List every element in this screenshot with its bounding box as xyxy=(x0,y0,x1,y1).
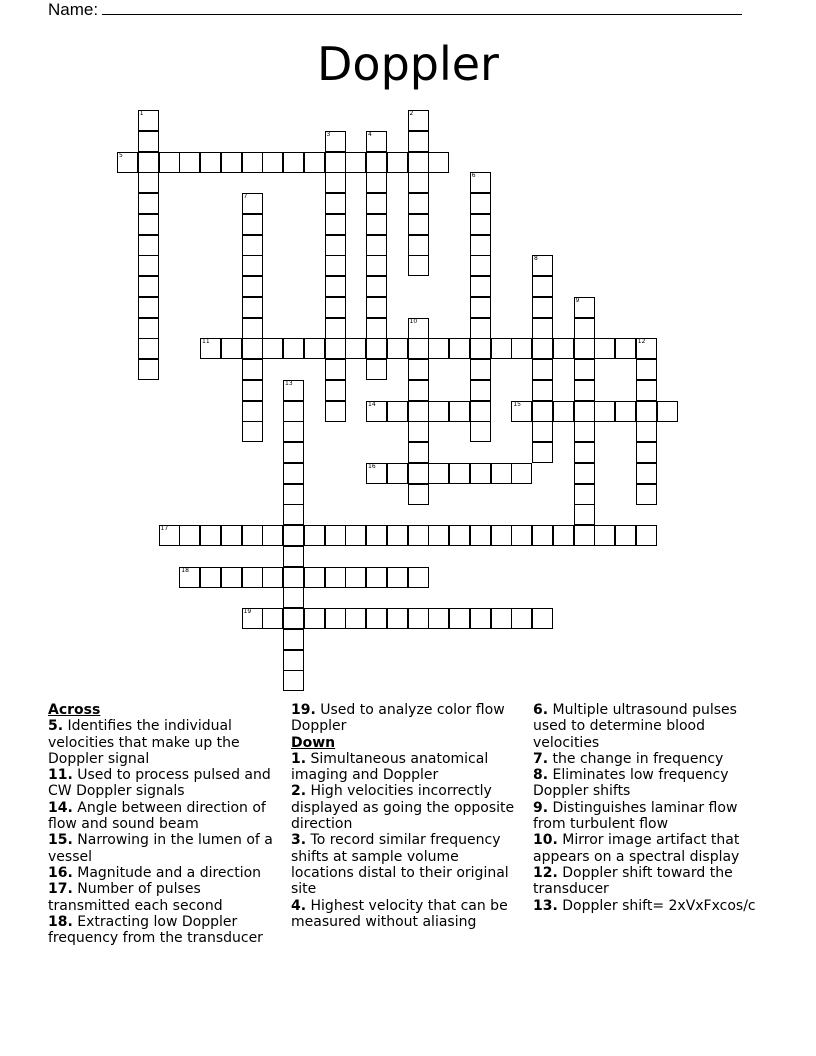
grid-cell[interactable] xyxy=(574,359,595,380)
grid-cell[interactable] xyxy=(574,504,595,525)
clue-number: 6 xyxy=(471,172,476,180)
clue-number: 14 xyxy=(368,400,376,408)
grid-cell[interactable] xyxy=(242,214,263,235)
grid-cell[interactable] xyxy=(428,338,449,359)
grid-cell[interactable] xyxy=(283,587,304,608)
grid-cell[interactable] xyxy=(325,359,346,380)
grid-cell[interactable] xyxy=(532,525,553,546)
grid-cell[interactable] xyxy=(242,152,263,173)
grid-cell[interactable] xyxy=(491,608,512,629)
grid-cell[interactable] xyxy=(470,276,491,297)
grid-cell[interactable] xyxy=(387,152,408,173)
grid-cell[interactable] xyxy=(138,255,159,276)
clue-down-7: 7. the change in frequency xyxy=(533,750,724,767)
grid-cell[interactable] xyxy=(408,172,429,193)
clue-number: 15 xyxy=(513,400,521,408)
clue-number: 13 xyxy=(285,379,293,387)
grid-cell[interactable] xyxy=(470,401,491,422)
grid-cell[interactable] xyxy=(470,255,491,276)
grid-cell[interactable] xyxy=(387,525,408,546)
grid-cell[interactable] xyxy=(470,463,491,484)
grid-cell[interactable] xyxy=(366,608,387,629)
grid-cell[interactable] xyxy=(345,525,366,546)
grid-cell[interactable] xyxy=(283,608,304,629)
grid-cell[interactable] xyxy=(325,276,346,297)
grid-cell[interactable] xyxy=(138,235,159,256)
grid-cell[interactable] xyxy=(325,235,346,256)
grid-cell[interactable] xyxy=(470,359,491,380)
grid-cell[interactable] xyxy=(532,276,553,297)
grid-cell[interactable] xyxy=(366,193,387,214)
grid-cell[interactable] xyxy=(366,172,387,193)
grid-cell[interactable] xyxy=(325,608,346,629)
grid-cell[interactable] xyxy=(470,421,491,442)
grid-cell[interactable] xyxy=(242,193,263,214)
grid-cell[interactable] xyxy=(532,255,553,276)
grid-cell[interactable] xyxy=(574,525,595,546)
clue-number: 7 xyxy=(243,193,248,200)
grid-cell[interactable] xyxy=(636,442,657,463)
grid-cell[interactable] xyxy=(491,338,512,359)
clue-number: 9 xyxy=(575,296,580,304)
grid-cell[interactable] xyxy=(408,567,429,588)
grid-cell[interactable] xyxy=(117,152,138,173)
clue-across-5: 5. Identifies the individual velocities that make up the Doppler signal xyxy=(48,718,240,767)
grid-cell[interactable] xyxy=(408,380,429,401)
grid-cell[interactable] xyxy=(138,131,159,152)
clue-down-2: 2. High velocities incorrectly displayed as going the opposite direction xyxy=(291,783,515,833)
grid-cell[interactable] xyxy=(636,380,657,401)
grid-cell[interactable] xyxy=(325,318,346,339)
grid-cell[interactable] xyxy=(594,525,615,546)
grid-cell[interactable] xyxy=(657,401,678,422)
grid-cell[interactable] xyxy=(262,608,283,629)
grid-cell[interactable] xyxy=(200,567,221,588)
down-header: Down xyxy=(291,734,336,751)
grid-cell[interactable] xyxy=(408,525,429,546)
grid-cell[interactable] xyxy=(242,380,263,401)
clue-number: 1 xyxy=(139,110,144,117)
grid-cell[interactable] xyxy=(325,172,346,193)
grid-cell[interactable] xyxy=(574,484,595,505)
grid-cell[interactable] xyxy=(242,338,263,359)
grid-cell[interactable] xyxy=(345,567,366,588)
grid-cell[interactable] xyxy=(636,421,657,442)
grid-cell[interactable] xyxy=(511,338,532,359)
grid-cell[interactable] xyxy=(283,504,304,525)
grid-cell[interactable] xyxy=(532,442,553,463)
grid-cell[interactable] xyxy=(283,670,304,691)
grid-cell[interactable] xyxy=(615,401,636,422)
name-label: Name: xyxy=(48,0,99,19)
grid-cell[interactable] xyxy=(366,525,387,546)
grid-cell[interactable] xyxy=(325,297,346,318)
grid-cell[interactable] xyxy=(594,338,615,359)
grid-cell[interactable] xyxy=(366,235,387,256)
grid-cell[interactable] xyxy=(304,525,325,546)
grid-cell[interactable] xyxy=(470,297,491,318)
clue-down-3: 3. To record similar frequency shifts at sample volume locations distal to their original site xyxy=(291,832,509,898)
grid-cell[interactable] xyxy=(532,338,553,359)
clue-down-12: 12. Doppler shift toward the transducer xyxy=(533,864,733,898)
grid-cell[interactable] xyxy=(242,318,263,339)
grid-cell[interactable] xyxy=(553,338,574,359)
grid-cell[interactable] xyxy=(470,235,491,256)
grid-cell[interactable] xyxy=(325,567,346,588)
grid-cell[interactable] xyxy=(138,318,159,339)
clue-across-17: 17. Number of pulses transmitted each second xyxy=(48,881,223,914)
grid-cell[interactable] xyxy=(179,152,200,173)
grid-cell[interactable] xyxy=(366,463,387,484)
grid-cell[interactable] xyxy=(242,421,263,442)
grid-cell[interactable] xyxy=(262,525,283,546)
grid-cell[interactable] xyxy=(574,297,595,318)
grid-cell[interactable] xyxy=(491,525,512,546)
grid-cell[interactable] xyxy=(304,567,325,588)
clue-number: 5 xyxy=(119,151,123,159)
grid-cell[interactable] xyxy=(345,338,366,359)
grid-cell[interactable] xyxy=(408,401,429,422)
grid-cell[interactable] xyxy=(428,401,449,422)
grid-cell[interactable] xyxy=(449,608,470,629)
page-title: Doppler xyxy=(317,37,499,91)
grid-cell[interactable] xyxy=(283,421,304,442)
grid-cell[interactable] xyxy=(159,525,180,546)
grid-cell[interactable] xyxy=(532,401,553,422)
grid-cell[interactable] xyxy=(283,567,304,588)
grid-cell[interactable] xyxy=(325,193,346,214)
grid-cell[interactable] xyxy=(304,608,325,629)
grid-cell[interactable] xyxy=(283,484,304,505)
grid-cell[interactable] xyxy=(574,442,595,463)
grid-cell[interactable] xyxy=(283,463,304,484)
grid-cell[interactable] xyxy=(221,567,242,588)
grid-cell[interactable] xyxy=(325,131,346,152)
grid-cell[interactable] xyxy=(387,463,408,484)
grid-cell[interactable] xyxy=(532,318,553,339)
clue-number: 8 xyxy=(534,255,538,263)
grid-cell[interactable] xyxy=(491,463,512,484)
grid-cell[interactable] xyxy=(449,525,470,546)
grid-cell[interactable] xyxy=(574,401,595,422)
clues-column-1 xyxy=(48,702,276,946)
grid-cell[interactable] xyxy=(262,567,283,588)
grid-cell[interactable] xyxy=(304,338,325,359)
grid-cell[interactable] xyxy=(283,152,304,173)
grid-cell[interactable] xyxy=(325,401,346,422)
clue-across-18: 18. Extracting low Doppler frequency from the transducer xyxy=(48,913,263,947)
grid-cell[interactable] xyxy=(532,380,553,401)
grid-cell[interactable] xyxy=(449,401,470,422)
grid-cell[interactable] xyxy=(138,110,159,131)
grid-cell[interactable] xyxy=(408,193,429,214)
grid-cell[interactable] xyxy=(366,567,387,588)
clue-down-8: 8. Eliminates low frequency Doppler shifts xyxy=(533,767,729,800)
grid-cell[interactable] xyxy=(366,255,387,276)
grid-cell[interactable] xyxy=(470,214,491,235)
grid-cell[interactable] xyxy=(470,318,491,339)
grid-cell[interactable] xyxy=(283,650,304,671)
grid-cell[interactable] xyxy=(470,380,491,401)
grid-cell[interactable] xyxy=(470,193,491,214)
clue-down-13: 13. Doppler shift= 2xVxFxcos/c xyxy=(533,897,756,914)
grid-cell[interactable] xyxy=(408,463,429,484)
grid-cell[interactable] xyxy=(200,525,221,546)
grid-cell[interactable] xyxy=(325,214,346,235)
grid-cell[interactable] xyxy=(159,152,180,173)
clue-down-6: 6. Multiple ultrasound pulses used to determine blood velocities xyxy=(533,702,737,751)
grid-cell[interactable] xyxy=(325,525,346,546)
clue-across-16: 16. Magnitude and a direction xyxy=(48,864,262,881)
grid-cell[interactable] xyxy=(366,131,387,152)
clue-down-9: 9. Distinguishes laminar flow from turbulent flow xyxy=(533,799,738,833)
clue-down-1: 1. Simultaneous anatomical imaging and Doppler xyxy=(291,750,489,784)
grid-cell[interactable] xyxy=(221,525,242,546)
grid-cell[interactable] xyxy=(428,463,449,484)
grid-cell[interactable] xyxy=(242,401,263,422)
clue-across-11: 11. Used to process pulsed and CW Doppler signals xyxy=(48,767,271,800)
grid-cell[interactable] xyxy=(636,525,657,546)
grid-cell[interactable] xyxy=(262,152,283,173)
grid-cell[interactable] xyxy=(636,484,657,505)
grid-cell[interactable] xyxy=(200,152,221,173)
grid-cell[interactable] xyxy=(594,401,615,422)
grid-cell[interactable] xyxy=(408,152,429,173)
grid-cell[interactable] xyxy=(283,401,304,422)
grid-cell[interactable] xyxy=(366,297,387,318)
grid-cell[interactable] xyxy=(242,276,263,297)
grid-cell[interactable] xyxy=(532,421,553,442)
grid-cell[interactable] xyxy=(325,338,346,359)
grid-cell[interactable] xyxy=(221,338,242,359)
grid-cell[interactable] xyxy=(283,338,304,359)
grid-cell[interactable] xyxy=(138,297,159,318)
grid-cell[interactable] xyxy=(242,608,263,629)
grid-cell[interactable] xyxy=(428,608,449,629)
clue-down-10: 10. Mirror image artifact that appears on a spectral display xyxy=(533,832,740,865)
grid-cell[interactable] xyxy=(283,546,304,567)
across-header: Across xyxy=(48,702,101,718)
clue-number: 4 xyxy=(368,130,372,138)
grid-cell[interactable] xyxy=(242,235,263,256)
grid-cell[interactable] xyxy=(408,235,429,256)
grid-cell[interactable] xyxy=(283,380,304,401)
grid-cell[interactable] xyxy=(408,131,429,152)
grid-cell[interactable] xyxy=(325,152,346,173)
grid-cell[interactable] xyxy=(408,421,429,442)
grid-cell[interactable] xyxy=(366,276,387,297)
grid-cell[interactable] xyxy=(470,172,491,193)
grid-cell[interactable] xyxy=(408,442,429,463)
grid-cell[interactable] xyxy=(574,421,595,442)
grid-cell[interactable] xyxy=(138,276,159,297)
grid-cell[interactable] xyxy=(574,463,595,484)
grid-cell[interactable] xyxy=(138,193,159,214)
grid-cell[interactable] xyxy=(470,525,491,546)
grid-cell[interactable] xyxy=(345,608,366,629)
clue-number: 11 xyxy=(202,338,210,346)
grid-cell[interactable] xyxy=(283,442,304,463)
clue-number: 12 xyxy=(637,338,646,346)
grid-cell[interactable] xyxy=(408,110,429,131)
clue-number: 19 xyxy=(243,608,252,615)
grid-cell[interactable] xyxy=(553,525,574,546)
grid-cell[interactable] xyxy=(283,629,304,650)
grid-cell[interactable] xyxy=(428,525,449,546)
grid-cell[interactable] xyxy=(366,359,387,380)
clue-number: 10 xyxy=(409,317,418,325)
grid-cell[interactable] xyxy=(636,338,657,359)
clue-number: 2 xyxy=(409,110,414,117)
clue-across-14: 14. Angle between direction of flow and sound beam xyxy=(48,799,266,833)
grid-cell[interactable] xyxy=(532,608,553,629)
clue-across-19: 19. Used to analyze color flow Doppler xyxy=(291,702,505,735)
grid-cell[interactable] xyxy=(449,338,470,359)
clue-number: 18 xyxy=(181,566,189,574)
grid-cell[interactable] xyxy=(511,525,532,546)
grid-cell[interactable] xyxy=(574,380,595,401)
grid-cell[interactable] xyxy=(511,401,532,422)
clue-number: 16 xyxy=(368,462,376,470)
grid-cell[interactable] xyxy=(221,152,242,173)
clues-column-2 xyxy=(291,702,523,930)
grid-cell[interactable] xyxy=(408,318,429,339)
grid-cell[interactable] xyxy=(138,359,159,380)
grid-cell[interactable] xyxy=(179,525,200,546)
grid-cell[interactable] xyxy=(283,525,304,546)
grid-cell[interactable] xyxy=(428,152,449,173)
grid-cell[interactable] xyxy=(242,297,263,318)
grid-cell[interactable] xyxy=(470,338,491,359)
grid-cell[interactable] xyxy=(138,172,159,193)
grid-cell[interactable] xyxy=(242,525,263,546)
grid-cell[interactable] xyxy=(242,255,263,276)
grid-cell[interactable] xyxy=(366,401,387,422)
grid-cell[interactable] xyxy=(262,338,283,359)
grid-cell[interactable] xyxy=(615,338,636,359)
clue-number: 3 xyxy=(326,130,331,138)
grid-cell[interactable] xyxy=(574,318,595,339)
grid-cell[interactable] xyxy=(574,338,595,359)
grid-cell[interactable] xyxy=(387,608,408,629)
grid-cell[interactable] xyxy=(408,359,429,380)
grid-cell[interactable] xyxy=(242,359,263,380)
grid-cell[interactable] xyxy=(532,359,553,380)
grid-cell[interactable] xyxy=(179,567,200,588)
grid-cell[interactable] xyxy=(511,608,532,629)
grid-cell[interactable] xyxy=(636,463,657,484)
grid-cell[interactable] xyxy=(138,152,159,173)
grid-cell[interactable] xyxy=(408,255,429,276)
grid-cell[interactable] xyxy=(387,401,408,422)
grid-cell[interactable] xyxy=(470,608,491,629)
grid-cell[interactable] xyxy=(408,484,429,505)
grid-cell[interactable] xyxy=(366,214,387,235)
grid-cell[interactable] xyxy=(553,401,574,422)
clue-down-4: 4. Highest velocity that can be measured without aliasing xyxy=(291,897,508,930)
grid-cell[interactable] xyxy=(636,401,657,422)
clues-column-3 xyxy=(533,702,765,914)
grid-cell[interactable] xyxy=(325,255,346,276)
grid-cell[interactable] xyxy=(304,152,325,173)
grid-cell[interactable] xyxy=(138,214,159,235)
grid-cell[interactable] xyxy=(408,608,429,629)
grid-cell[interactable] xyxy=(366,338,387,359)
grid-cell[interactable] xyxy=(366,152,387,173)
clue-across-15: 15. Narrowing in the lumen of a vessel xyxy=(48,832,273,865)
grid-cell[interactable] xyxy=(636,359,657,380)
grid-cell[interactable] xyxy=(325,380,346,401)
grid-cell[interactable] xyxy=(408,338,429,359)
grid-cell[interactable] xyxy=(366,318,387,339)
grid-cell[interactable] xyxy=(532,297,553,318)
grid-cell[interactable] xyxy=(615,525,636,546)
grid-cell[interactable] xyxy=(408,214,429,235)
grid-cell[interactable] xyxy=(387,567,408,588)
grid-cell[interactable] xyxy=(387,338,408,359)
grid-cell[interactable] xyxy=(138,338,159,359)
grid-cell[interactable] xyxy=(242,567,263,588)
clue-number: 17 xyxy=(160,525,169,532)
grid-cell[interactable] xyxy=(511,463,532,484)
grid-cell[interactable] xyxy=(200,338,221,359)
grid-cell[interactable] xyxy=(345,152,366,173)
grid-cell[interactable] xyxy=(449,463,470,484)
